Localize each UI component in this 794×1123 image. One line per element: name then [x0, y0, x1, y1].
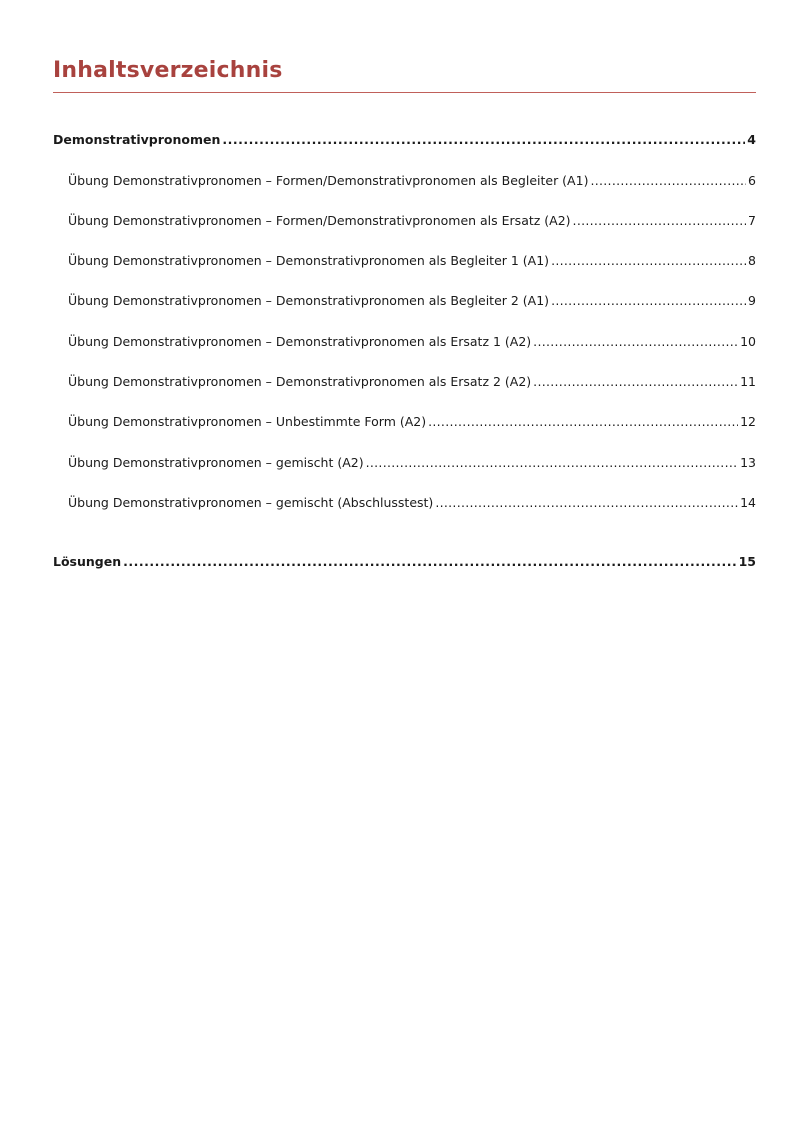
- toc-entry-uebung-gemischt[interactable]: [68, 454, 756, 472]
- toc-dot-leader: [435, 494, 738, 512]
- toc-entry-label: Demonstrativpronomen: [53, 132, 221, 147]
- toc-page-number: 7: [748, 213, 756, 228]
- toc-page-number: 10: [740, 334, 756, 349]
- toc-dot-leader: [551, 252, 746, 270]
- toc-entry-uebung-abschlusstest[interactable]: [68, 494, 756, 512]
- toc-dot-leader: [428, 413, 738, 431]
- toc-dot-leader: [590, 172, 746, 190]
- toc-entry-label: Übung Demonstrativpronomen – gemischt (Abschlusstest): [68, 495, 434, 510]
- toc-dot-leader: [533, 333, 738, 351]
- toc-page-number: 9: [748, 293, 756, 308]
- toc-page-number: 6: [748, 173, 756, 188]
- toc-page-number: 15: [738, 554, 756, 569]
- toc-dot-leader: [533, 373, 738, 391]
- toc-entry-uebung-formen-ersatz[interactable]: [68, 212, 756, 230]
- toc-entry-label: Übung Demonstrativpronomen – Formen/Demonstrativpronomen als Begleiter (A1): [68, 173, 589, 188]
- toc-entry-uebung-ersatz-1[interactable]: [68, 333, 756, 351]
- toc-entry-uebung-unbestimmte-form[interactable]: [68, 413, 756, 431]
- toc-dot-leader: [573, 212, 747, 230]
- toc-entry-uebung-formen-begleiter[interactable]: [68, 172, 756, 190]
- toc-entry-label: Übung Demonstrativpronomen – Unbestimmte Form (A2): [68, 414, 427, 429]
- toc-page-number: 14: [740, 495, 756, 510]
- toc-entry-label: Übung Demonstrativpronomen – Demonstrativpronomen als Ersatz 1 (A2): [68, 334, 532, 349]
- toc-entry-label: Übung Demonstrativpronomen – gemischt (A2): [68, 455, 364, 470]
- toc-entry-label: Übung Demonstrativpronomen – Formen/Demonstrativpronomen als Ersatz (A2): [68, 213, 571, 228]
- toc-entry-label: Übung Demonstrativpronomen – Demonstrativpronomen als Begleiter 1 (A1): [68, 253, 550, 268]
- toc-page-number: 13: [740, 455, 756, 470]
- toc-dot-leader: [123, 553, 736, 571]
- toc-dot-leader: [551, 292, 746, 310]
- toc-entry-loesungen[interactable]: [53, 553, 756, 571]
- toc-dot-leader: [366, 454, 738, 472]
- toc-entry-uebung-ersatz-2[interactable]: [68, 373, 756, 391]
- toc-dot-leader: [222, 131, 745, 149]
- toc-page-number: 11: [740, 374, 756, 389]
- toc-entry-label: Übung Demonstrativpronomen – Demonstrativpronomen als Ersatz 2 (A2): [68, 374, 532, 389]
- title-divider: [53, 92, 756, 93]
- toc-entry-uebung-begleiter-1[interactable]: [68, 252, 756, 270]
- toc-entry-label: Übung Demonstrativpronomen – Demonstrativpronomen als Begleiter 2 (A1): [68, 293, 550, 308]
- toc-entry-uebung-begleiter-2[interactable]: [68, 292, 756, 310]
- toc-page-number: 12: [740, 414, 756, 429]
- toc-page-number: 8: [748, 253, 756, 268]
- toc-entry-demonstrativpronomen[interactable]: [53, 131, 756, 149]
- toc-entry-label: Lösungen: [53, 554, 122, 569]
- toc-page-number: 4: [747, 132, 756, 147]
- page-title: Inhaltsverzeichnis: [53, 58, 283, 83]
